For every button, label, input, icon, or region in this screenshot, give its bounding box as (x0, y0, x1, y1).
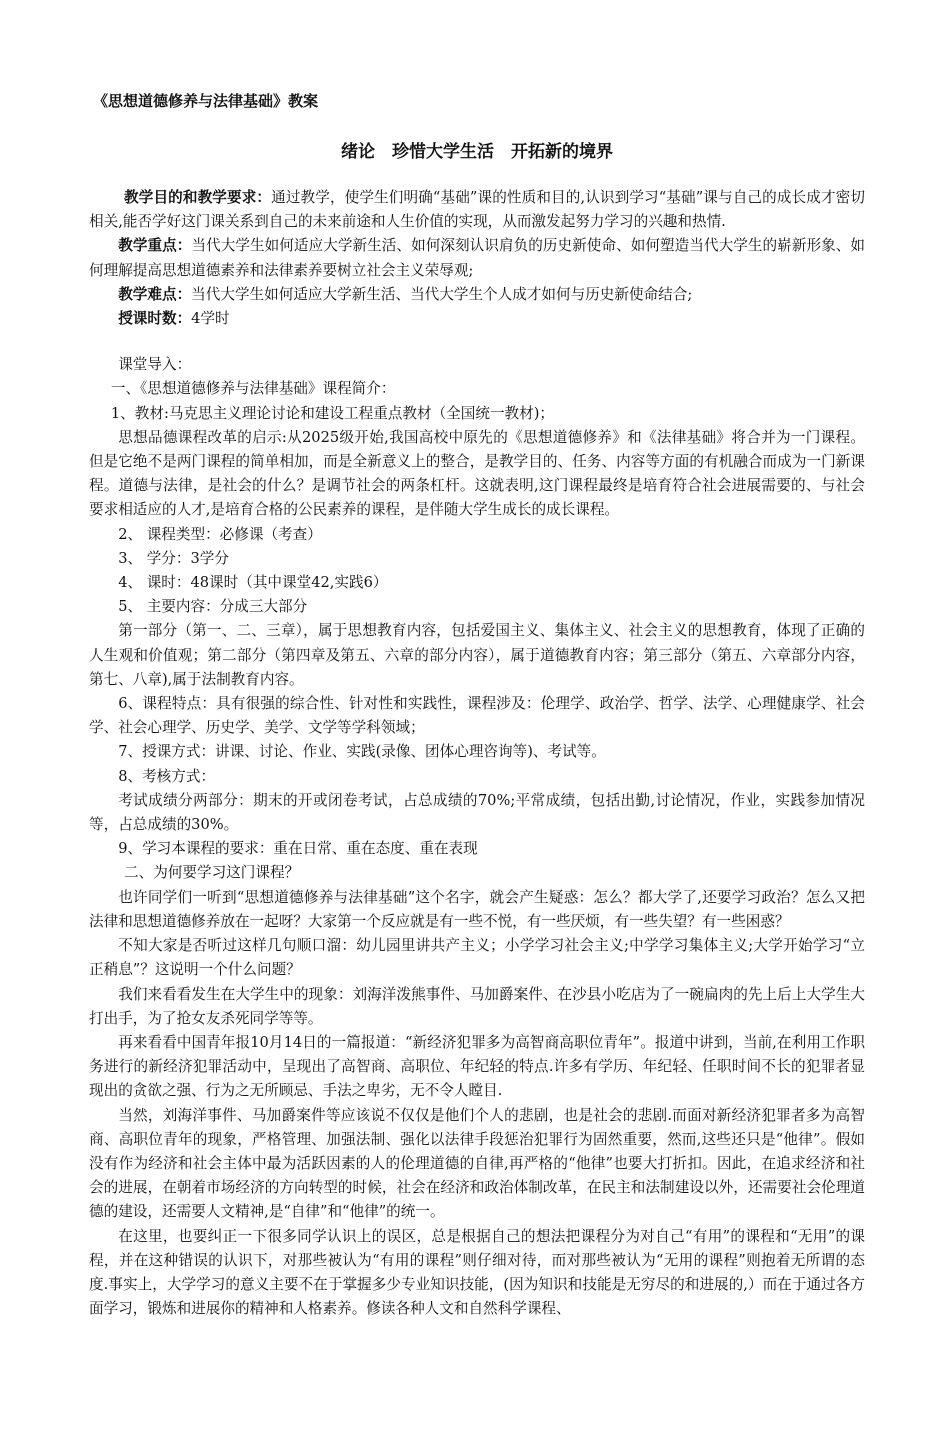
item-6: 6、课程特点：具有很强的综合性、针对性和实践性，课程涉及：伦理学、政治学、哲学、法学、心理健康学、社会学、社会心理学、历史学、美学、文学等学科领域； (89, 695, 865, 737)
difficulty-paragraph (89, 283, 865, 307)
section-1-title: 一、《思想道德修养与法律基础》课程简介： (110, 380, 396, 398)
hours-paragraph (89, 307, 865, 331)
key-points-paragraph (89, 234, 865, 282)
item-8-paragraph: 考试成绩分两部分：期末的开或闭卷考试，占总成绩的70%;平常成绩，包括出勤,讨论情况，作业，实践参加情况等，占总成绩的30%。 (89, 791, 865, 834)
key-points-text: 当代大学生如何适应大学新生活、如何深刻认识肩负的历史新使命、如何塑造当代大学生的崭新形象、如何理解提高思想道德素养和法律素养要树立社会主义荣辱观; (89, 237, 865, 279)
item-2: 2、 课程类型：必修课（考查） (118, 525, 322, 543)
spacer (89, 331, 865, 353)
hours-label: 授课时数： (118, 310, 192, 328)
key-points-label: 教学重点： (118, 237, 192, 255)
paragraph-3: 我们来看看发生在大学生中的现象：刘海洋泼熊事件、马加爵案件、在沙县小吃店为了一碗扁肉的先上后上大学生大打出手，为了抢女友杀死同学等等。 (89, 985, 865, 1027)
difficulty-text: 当代大学生如何适应大学新生活、当代大学生个人成才如何与历史新使命结合; (191, 285, 693, 303)
item-3: 3、 学分：3学分 (118, 549, 229, 567)
paragraph-5: 当然，刘海洋事件、马加爵案件等应该说不仅仅是他们个人的悲剧，也是社会的悲剧.而面对新经济犯罪者多为高智商、高职位青年的现象，严格管理、加强法制、强化以法律手段惩治犯罪行为固然重要，然而,这些还只是“他律”。假如没有作为经济和社会主体中最为活跃因素的人的伦理道德的自律,再严格的“他律”也要大打折扣。因此，在追求经济和社会的进展，在朝着市场经济的方向转型的时候，社会在经济和政治体制改革，在民主和法制建设以外，还需要社会伦理道德的建设，还需要人文精神,是“自律”和“他律”的统一。 (89, 1106, 865, 1221)
objectives-paragraph (89, 186, 865, 234)
paragraph-4: 再来看看中国青年报10月14日的一篇报道：“新经济犯罪多为高智商高职位青年”。报道中讲到，当前,在利用工作职务进行的新经济犯罪活动中，呈现出了高智商、高职位、年纪轻的特点.许多有学历、年纪轻、任职时间不长的犯罪者显现出的贪欲之强、行为之无所顾忌、手法之卑劣，无不令人瞠目. (89, 1033, 865, 1100)
item-9: 9、学习本课程的要求：重在日常、重在态度、重在表现 (118, 840, 478, 858)
document-title: 《思想道德修养与法律基础》教案 (93, 92, 319, 110)
document-page (89, 90, 865, 1321)
item-7: 7、授课方式：讲课、讨论、作业、实践(录像、团体心理咨询等)、考试等。 (118, 743, 606, 761)
section-2-title: 二、为何要学习这门课程？ (124, 864, 300, 882)
objectives-label: 教学目的和教学要求： (124, 189, 272, 206)
paragraph-1: 也许同学们一听到“思想道德修养与法律基础”这个名字，就会产生疑惑：怎么？都大学了,还要学习政治？怎么又把法律和思想道德修养放在一起呀？大家第一个反应就是有一些不悦，有一些厌烦，有一些失望？有一些困惑？ (89, 888, 865, 930)
paragraph-2: 不知大家是否听过这样几句顺口溜：幼儿园里讲共产主义；小学学习社会主义;中学学习集体主义;大学开始学习“立正稍息”？这说明一个什么问题？ (89, 937, 865, 979)
hours-text: 4学时 (191, 310, 230, 328)
item-1-paragraph: 思想品德课程改革的启示:从2025级开始,我国高校中原先的《思想道德修养》和《法律基础》将合并为一门课程。但是它绝不是两门课程的简单相加，而是全新意义上的整合，是教学目的、任务、内容等方面的有机融合而成为一门新课程。道德与法律，是社会的什么？是调节社会的两条杠杆。这就表明,这门课程最终是培育符合社会进展需要的、与社会要求相适应的人才,是培育合格的公民素养的课程，是伴随大学生成长的成长课程。 (89, 428, 865, 519)
item-1: 1、教材:马克思主义理论讨论和建设工程重点教材（全国统一教材)； (110, 404, 555, 422)
paragraph-6: 在这里，也要纠正一下很多同学认识上的误区，总是根据自己的想法把课程分为对自己“有用”的课程和“无用”的课程，并在这种错误的认识下，对那些被认为“有用的课程”则仔细对待，而对那些被认为“无用的课程”则抱着无所谓的态度.事实上，大学学习的意义主要不在于掌握多少专业知识技能，(因为知识和技能是无穷尽的和进展的,）而在于通过各方面学习，锻炼和进展你的精神和人格素养。修读各种人文和自然科学课程、 (89, 1227, 865, 1318)
item-5-paragraph: 第一部分（第一、二、三章），属于思想教育内容，包括爱国主义、集体主义、社会主义的思想教育，体现了正确的人生观和价值观；第二部分（第四章及第五、六章的部分内容），属于道德教育内容；第三部分（第五、六章部分内容，第七、八章),属于法制教育内容。 (89, 622, 865, 688)
item-5: 5、 主要内容：分成三大部分 (118, 598, 308, 616)
item-4: 4、 课时：48课时（其中课堂42,实践6） (118, 574, 388, 592)
item-8: 8、考核方式： (118, 767, 216, 785)
chapter-title: 绪论 珍惜大学生活 开拓新的境界 (341, 142, 613, 162)
difficulty-label: 教学难点： (118, 285, 192, 303)
objectives-text: 通过教学，使学生们明确“基础”课的性质和目的,认识到学习“基础”课与自己的成长成才密切相关,能否学好这门课关系到自己的未来前途和人生价值的实现，从而激发起努力学习的兴趣和热情. (89, 189, 865, 231)
intro-line: 课堂导入： (118, 356, 192, 374)
